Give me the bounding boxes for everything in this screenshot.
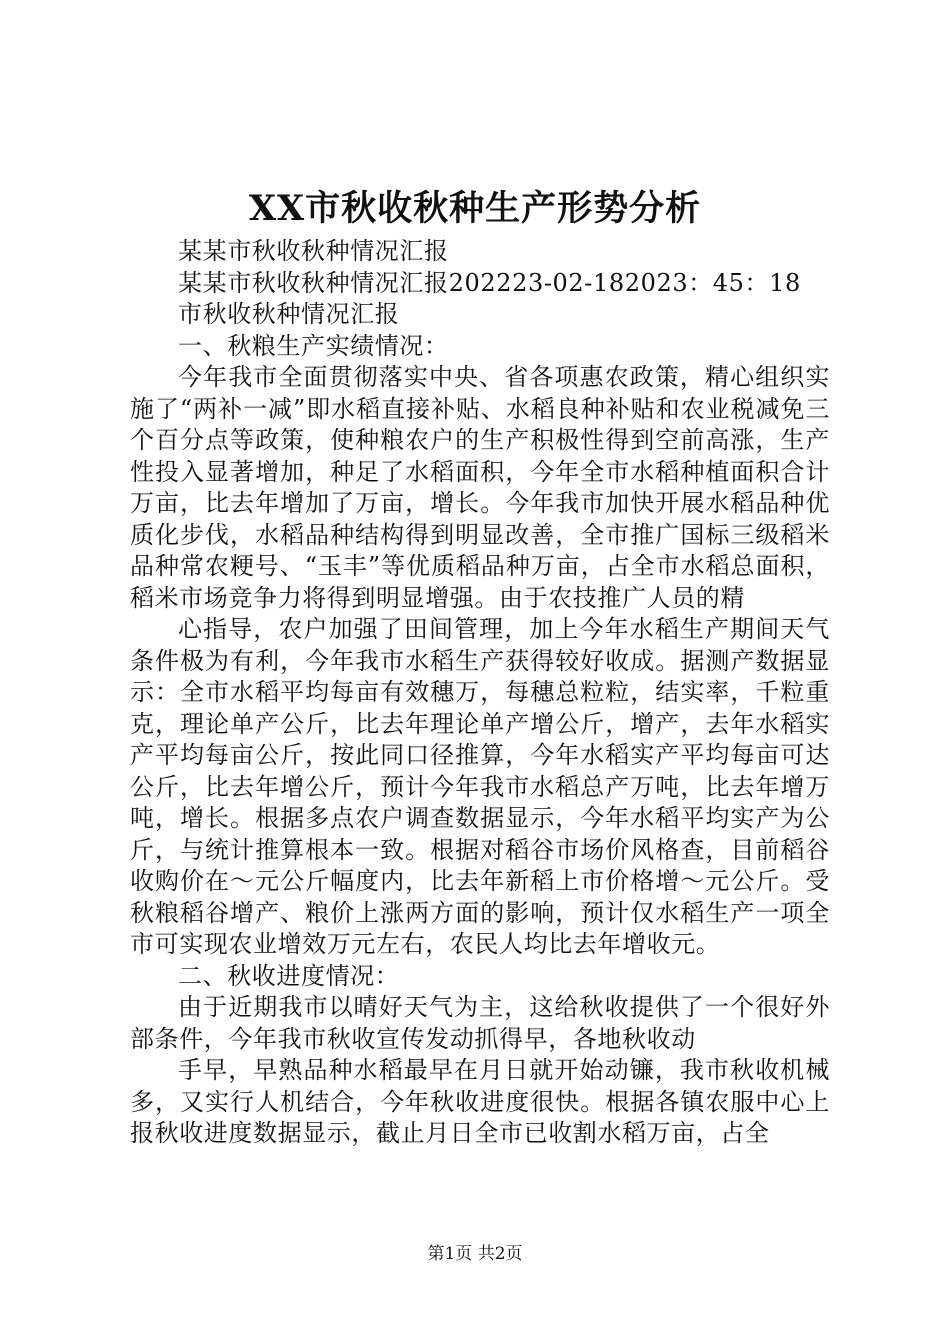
paragraph: 手早，早熟品种水稻最早在月日就开始动镰，我市秋收机械多，又实行人机结合，今年秋收进度很快。根据各镇农服中心上报秋收进度数据显示，截止月日全市已收割水稻万亩，占全 <box>130 1056 830 1147</box>
section-heading: 一、秋粮生产实绩情况： <box>178 331 449 360</box>
page-number: 第1页 共2页 <box>427 1244 523 1264</box>
section-heading: 二、秋收进度情况： <box>178 961 400 990</box>
document-title: XX市秋收秋种生产形势分析 <box>248 188 702 229</box>
document-body <box>130 236 830 1150</box>
paragraph: 市秋收秋种情况汇报 <box>178 300 400 328</box>
paragraph: 由于近期我市以晴好天气为主，这给秋收提供了一个很好外部条件，今年我市秋收宣传发动抓得早，各地秋收动 <box>130 993 830 1053</box>
paragraph: 心指导，农户加强了田间管理，加上今年水稻生产期间天气条件极为有利，今年我市水稻生产获得较好收成。据测产数据显示：全市水稻平均每亩有效穗万，每穗总粒粒，结实率，千粒重克，理论单产公斤，比去年理论单产增公斤，增产，去年水稻实产平均每亩公斤，按此同口径推算，今年水稻实产平均每亩可达公斤，比去年增公斤，预计今年我市水稻总产万吨，比去年增万吨，增长。根据多点农户调查数据显示，今年水稻平均实产为公斤，与统计推算根本一致。根据对稻谷市场价风格查，目前稻谷收购价在～元公斤幅度内，比去年新稻上市价格增～元公斤。受秋粮稻谷增产、粮价上涨两方面的影响，预计仅水稻生产一项全市可实现农业增效万元左右，农民人均比去年增收元。 <box>130 615 830 958</box>
paragraph: 某某市秋收秋种情况汇报 <box>178 237 449 265</box>
paragraph: 某某市秋收秋种情况汇报202223-02-182023：45：18 <box>178 268 801 297</box>
paragraph: 今年我市全面贯彻落实中央、省各项惠农政策，精心组织实施了“两补一减”即水稻直接补贴、水稻良种补贴和农业税减免三个百分点等政策，使种粮农户的生产积极性得到空前高涨，生产性投入显著增加，种足了水稻面积，今年全市水稻种植面积合计万亩，比去年增加了万亩，增长。今年我市加快开展水稻品种优质化步伐，水稻品种结构得到明显改善，全市推广国标三级稻米品种常农粳号、“玉丰”等优质稻品种万亩，占全市水稻总面积，稻米市场竞争力将得到明显增强。由于农技推广人员的精 <box>130 363 830 612</box>
